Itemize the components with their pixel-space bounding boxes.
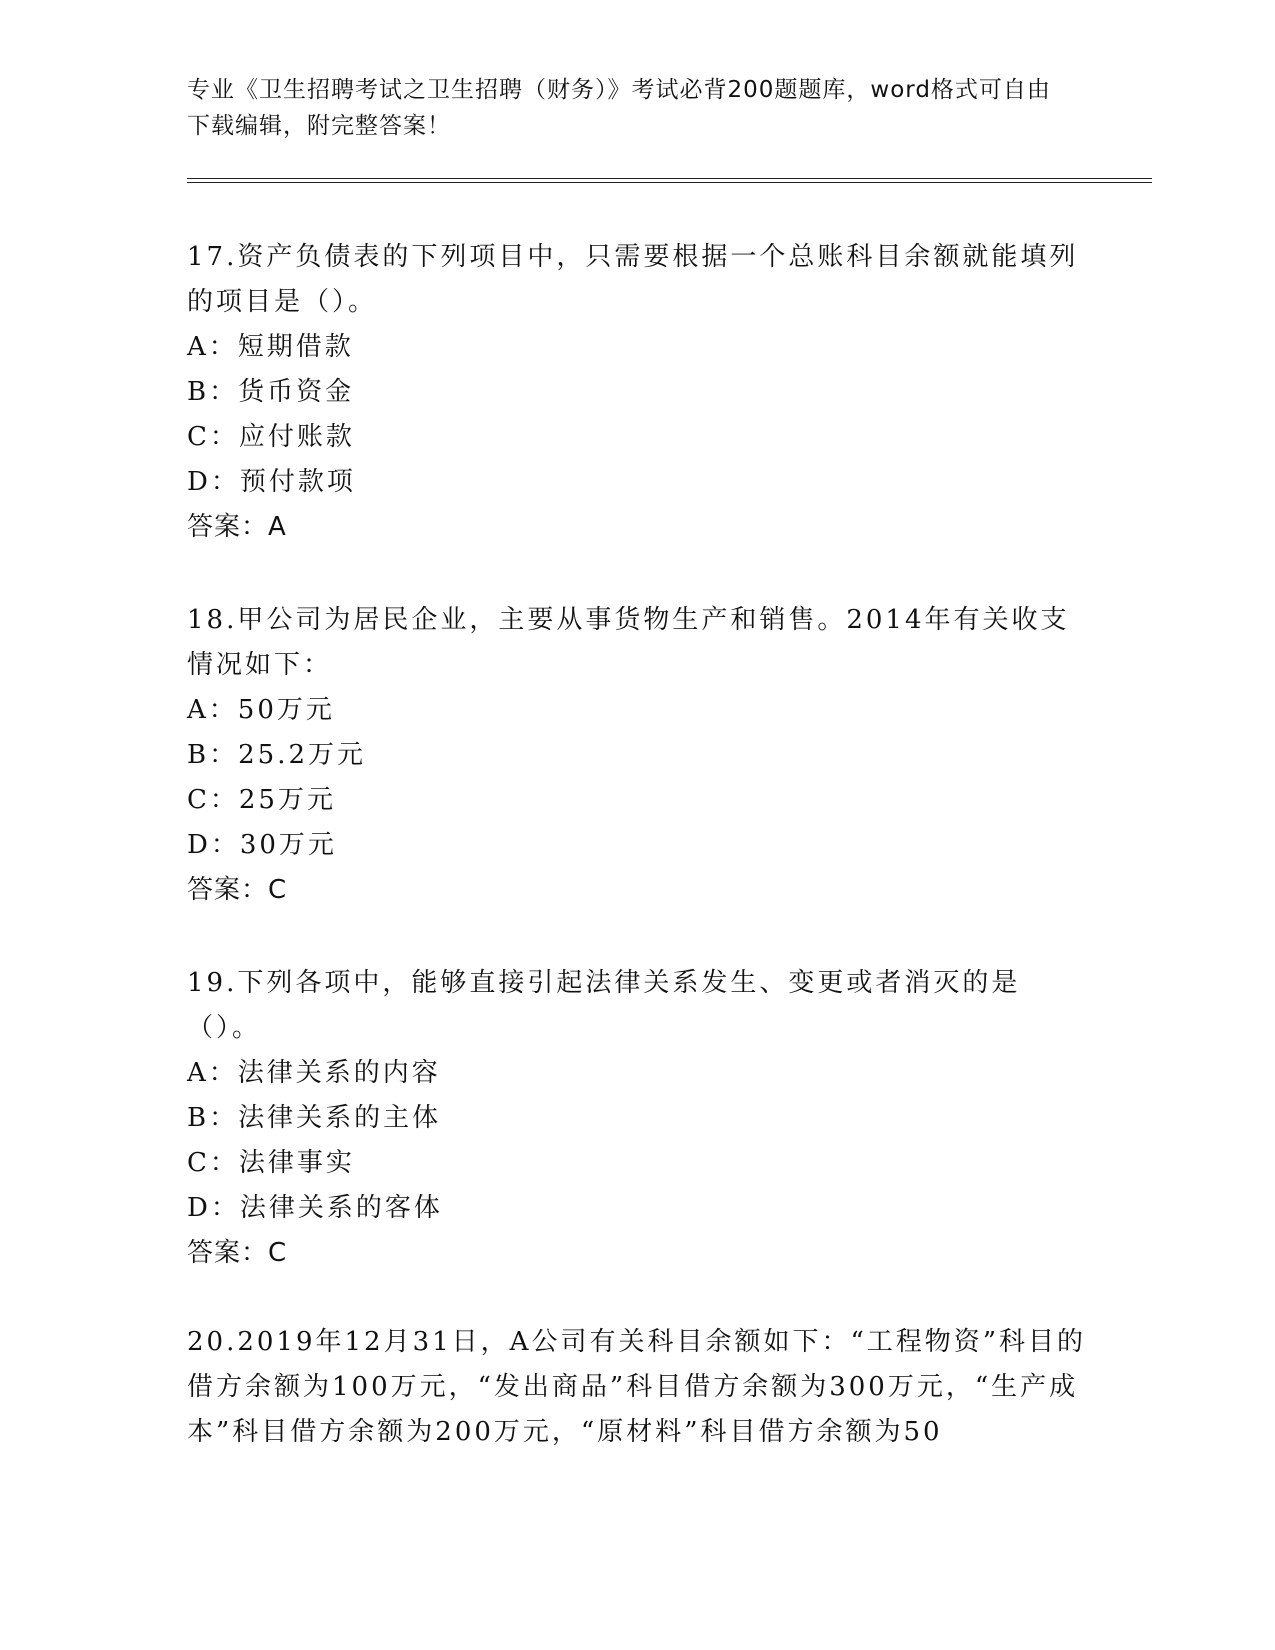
option-c: C：法律事实	[187, 1148, 355, 1178]
answer-line: 答案：C	[187, 1238, 288, 1268]
option-b: B：货币资金	[187, 377, 355, 407]
option-d: D：预付款项	[187, 467, 356, 497]
option-b: B：25.2万元	[187, 740, 366, 770]
option-c: C：25万元	[187, 785, 336, 815]
question-stem: 18.甲公司为居民企业，主要从事货物生产和销售。2014年有关收支情况如下：	[187, 605, 1070, 680]
header-divider-top	[187, 178, 1152, 179]
option-a: A：法律关系的内容	[187, 1058, 441, 1088]
question-stem: 17.资产负债表的下列项目中，只需要根据一个总账科目余额就能填列的项目是（）。	[187, 242, 1079, 317]
option-d: D：30万元	[187, 830, 337, 860]
option-d: D：法律关系的客体	[187, 1193, 443, 1223]
question-18	[187, 598, 1087, 913]
question-17	[187, 235, 1087, 550]
question-20	[187, 1320, 1087, 1455]
document-intro: 专业《卫生招聘考试之卫生招聘（财务）》考试必背200题题库，word格式可自由下载编辑，附完整答案！	[187, 77, 1051, 139]
question-stem: 19.下列各项中，能够直接引起法律关系发生、变更或者消灭的是（）。	[187, 968, 1021, 1043]
header-divider-bottom	[187, 182, 1152, 183]
answer-line: 答案：C	[187, 875, 288, 905]
question-stem: 20.2019年12月31日，A公司有关科目余额如下：“工程物资”科目的借方余额为100万元，“发出商品”科目借方余额为300万元，“生产成本”科目借方余额为200万元，“原材料”科目借方余额为50	[187, 1327, 1087, 1447]
answer-line: 答案：A	[187, 512, 287, 542]
option-a: A：50万元	[187, 695, 335, 725]
option-a: A：短期借款	[187, 332, 354, 362]
option-c: C：应付账款	[187, 422, 355, 452]
question-19	[187, 961, 1087, 1276]
option-b: B：法律关系的主体	[187, 1103, 442, 1133]
